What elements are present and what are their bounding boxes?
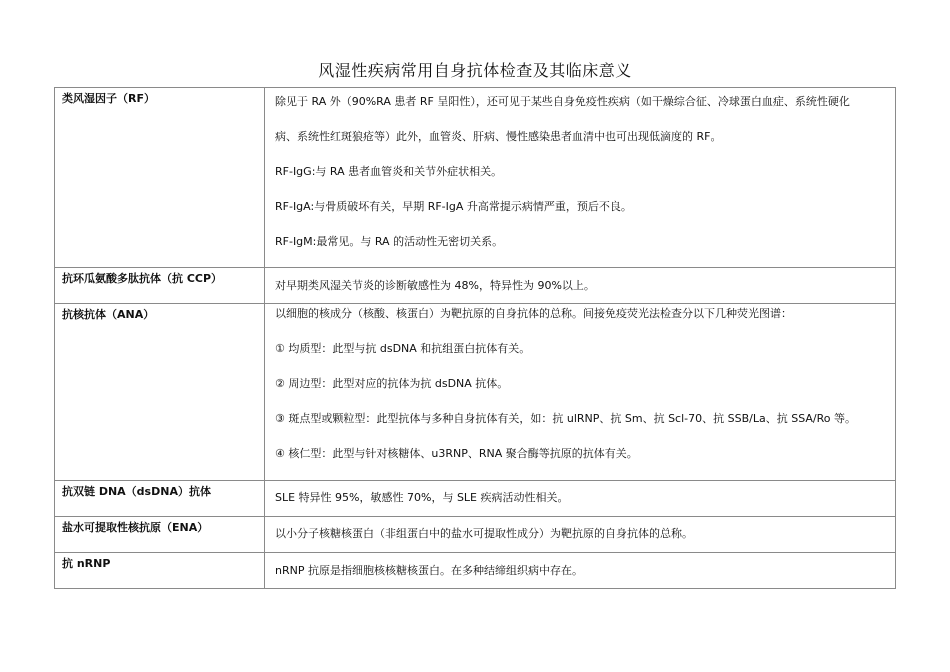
antibody-name-cell	[55, 304, 265, 481]
clinical-significance-cell	[265, 553, 896, 589]
description-line: ② 周边型：此型对应的抗体为抗 dsDNA 抗体。	[275, 377, 509, 390]
description-line: SLE 特异性 95%，敏感性 70%，与 SLE 疾病活动性相关。	[275, 491, 569, 504]
table-row	[55, 481, 896, 517]
autoantibody-table	[54, 87, 896, 589]
clinical-significance-cell	[265, 304, 896, 481]
document-title: 风湿性疾病常用自身抗体检查及其临床意义	[318, 61, 632, 80]
antibody-name-cell	[55, 553, 265, 589]
antibody-name: 抗 nRNP	[62, 557, 111, 570]
antibody-name: 抗双链 DNA（dsDNA）抗体	[62, 485, 211, 498]
clinical-significance-cell	[265, 88, 896, 268]
antibody-name-cell	[55, 268, 265, 304]
table-row	[55, 304, 896, 481]
description-line: 以细胞的核成分（核酸、核蛋白）为靶抗原的自身抗体的总称。间接免疫荧光法检查分以下几种荧光图谱：	[275, 307, 792, 320]
antibody-name-cell	[55, 481, 265, 517]
clinical-significance-cell	[265, 481, 896, 517]
description-line: 对早期类风湿关节炎的诊断敏感性为 48%，特异性为 90%以上。	[275, 279, 595, 292]
description-line: 除见于 RA 外（90%RA 患者 RF 呈阳性），还可见于某些自身免疫性疾病（如干燥综合征、冷球蛋白血症、系统性硬化	[275, 95, 850, 108]
table-row	[55, 553, 896, 589]
description-line: nRNP 抗原是指细胞核核糖核蛋白。在多种结缔组织病中存在。	[275, 564, 583, 577]
table-row	[55, 88, 896, 268]
antibody-name: 抗环瓜氨酸多肽抗体（抗 CCP）	[62, 272, 223, 285]
clinical-significance-cell	[265, 268, 896, 304]
description-line: RF-IgA:与骨质破坏有关，早期 RF-IgA 升高常提示病情严重，预后不良。	[275, 200, 632, 213]
description-line: ③ 斑点型或颗粒型：此型抗体与多种自身抗体有关，如：抗 ulRNP、抗 Sm、抗 Scl-70、抗 SSB/La、抗 SSA/Ro 等。	[275, 412, 856, 425]
description-line: ① 均质型：此型与抗 dsDNA 和抗组蛋白抗体有关。	[275, 342, 531, 355]
description-line: ④ 核仁型：此型与针对核糖体、u3RNP、RNA 聚合酶等抗原的抗体有关。	[275, 447, 638, 460]
antibody-name-cell	[55, 517, 265, 553]
table-row	[55, 268, 896, 304]
antibody-name: 盐水可提取性核抗原（ENA）	[62, 521, 209, 534]
antibody-name: 抗核抗体（ANA）	[62, 308, 155, 321]
description-line: 以小分子核糖核蛋白（非组蛋白中的盐水可提取性成分）为靶抗原的自身抗体的总称。	[275, 527, 693, 540]
description-line: RF-IgM:最常见。与 RA 的活动性无密切关系。	[275, 235, 504, 248]
description-line: 病、系统性红斑狼疮等）此外，血管炎、肝病、慢性感染患者血清中也可出现低滴度的 RF。	[275, 130, 722, 143]
antibody-name: 类风湿因子（RF）	[62, 92, 155, 105]
clinical-significance-cell	[265, 517, 896, 553]
antibody-name-cell	[55, 88, 265, 268]
table-row	[55, 517, 896, 553]
description-line: RF-IgG:与 RA 患者血管炎和关节外症状相关。	[275, 165, 503, 178]
